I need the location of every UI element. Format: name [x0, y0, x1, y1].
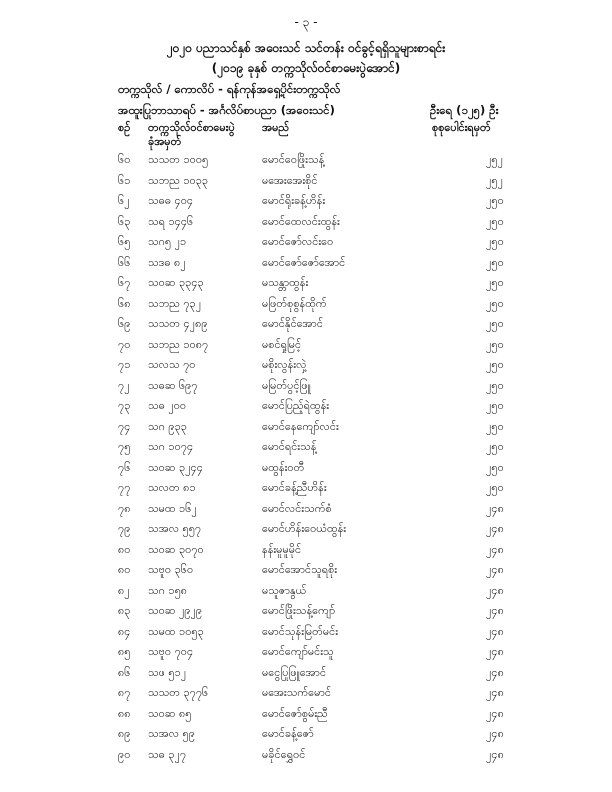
total-marks: ၂၅၀	[486, 276, 504, 289]
table-row	[0, 560, 612, 581]
roll-number: သလတ ၈၁	[148, 481, 196, 494]
header-roll-line2: ခုံအမှတ်	[148, 135, 182, 148]
roll-number: သဗူ၀ ၇၀၄	[148, 645, 194, 658]
total-marks: ၂၅၀	[486, 214, 504, 228]
total-marks: ၂၅၀	[486, 460, 504, 474]
roll-number: သဝဆ ၈၅	[148, 706, 192, 720]
roll-number: သဂ ၉၃၃	[148, 419, 187, 433]
row-number: ၇၀	[118, 337, 131, 351]
table-row	[0, 540, 612, 561]
row-number: ၇၃	[118, 399, 131, 412]
total-marks: ၂၅၀	[486, 440, 504, 453]
student-name: မသန္တာထွန်း	[262, 276, 309, 289]
total-marks: ၂၅၂	[486, 173, 503, 187]
row-number: ၆၆	[118, 255, 131, 269]
table-row	[0, 478, 612, 499]
row-number: ၆၀	[118, 153, 131, 166]
row-number: ၈၆	[118, 665, 131, 679]
roll-number: သဓ ၃၂၇	[148, 747, 187, 761]
results-list	[0, 150, 612, 765]
table-row	[0, 437, 612, 458]
student-name: မောင်နေကျော်လင်း	[262, 419, 339, 433]
roll-number: သသတ ၄၂၈၉	[148, 317, 208, 330]
roll-number: သရ ၁၄၄၆	[148, 214, 194, 228]
table-row	[0, 355, 612, 376]
row-number: ၉၀	[118, 747, 131, 761]
row-number: ၆၇	[118, 276, 131, 289]
row-number: ၇၂	[118, 378, 130, 392]
document-title: ၂၀၂၀ ပညာသင်နှစ် အဝေးသင် သင်တန်း ဝင်ခွင့်ရရှိသူများစာရင်း	[166, 41, 446, 55]
table-row	[0, 253, 612, 274]
student-name: မောင်ဝေဖြိုးသန့်	[262, 153, 325, 166]
table-row	[0, 335, 612, 356]
roll-number: သအလ ၅၅၇	[148, 522, 202, 535]
table-row	[0, 704, 612, 725]
row-number: ၈၀	[118, 542, 131, 556]
major-subject-label: အထူးပြုဘာသာရပ် - အင်္ဂလိပ်စာပညာ (အဝေးသင်)	[118, 103, 335, 117]
total-marks: ၂၄၈	[486, 747, 504, 761]
student-name: မခိုင်ရွှေဝင်	[262, 747, 306, 761]
total-marks: ၂၅၀	[486, 317, 504, 330]
student-name: မောင်ပြည့်ရဲထွန်း	[262, 399, 330, 412]
student-name: မောင်သုန်းမြတ်မင်း	[262, 624, 339, 638]
total-marks: ၂၅၀	[486, 378, 504, 392]
row-number: ၇၇	[118, 481, 131, 494]
student-name: မောင်ဖြိုးသန့်ကျော်	[262, 604, 336, 617]
total-marks: ၂၄၈	[486, 686, 504, 699]
row-number: ၈၅	[118, 645, 131, 658]
roll-number: သဘည ၇၃၂	[148, 296, 202, 310]
row-number: ၈၄	[118, 624, 131, 638]
row-number: ၇၉	[118, 522, 131, 535]
student-name: မောင်ရင်းသန့်	[262, 440, 317, 453]
roll-number: သဓ ၂၀၀	[148, 399, 187, 412]
roll-number: သသတ ၁၀၀၅	[148, 153, 209, 166]
total-marks: ၂၄၈	[486, 563, 504, 576]
roll-number: သဂ ၁၀၇၄	[148, 440, 194, 453]
roll-number: သဝဆ ၃၃၄၃	[148, 276, 204, 289]
total-marks: ၂၄၈	[486, 501, 504, 515]
header-marks: စုစုပေါင်းရမှတ်	[432, 121, 491, 134]
table-row	[0, 601, 612, 622]
university-label: တက္ကသိုလ် / ကောလိပ် - ရန်ကုန်အရှေ့ပိုင်းတက္ကသိုလ်	[118, 82, 341, 96]
table-row	[0, 683, 612, 704]
student-name: မောင်ခန့်ညီဟိန်း	[262, 481, 327, 494]
total-marks: ၂၅၀	[486, 194, 504, 207]
student-name: မအေးအေးစိုင်	[262, 173, 318, 187]
table-row	[0, 232, 612, 253]
header-roll: တက္ကသိုလ်ဝင်စာမေးပွဲ	[148, 121, 235, 134]
row-number: ၆၃	[118, 214, 131, 228]
row-number: ၇၅	[118, 440, 131, 453]
roll-number: သဖ ၅၁၂	[148, 665, 187, 679]
table-row	[0, 417, 612, 438]
roll-number: သဓဆ ၆၉၇	[148, 378, 198, 392]
student-name: မောင်ဟိန်းဝေယံထွန်း	[262, 522, 347, 535]
row-number: ၈၃	[118, 604, 131, 617]
total-marks: ၂၄၈	[486, 604, 504, 617]
student-name: မောင်ဇော်ဇော်အောင်	[262, 255, 346, 269]
table-row	[0, 663, 612, 684]
table-row	[0, 294, 612, 315]
student-name: မောင်နိုင်အောင်	[262, 317, 323, 330]
total-marks: ၂၄၈	[486, 583, 504, 597]
total-marks: ၂၅၂	[486, 153, 503, 166]
total-marks: ၂၄၈	[486, 727, 504, 740]
student-name: မဖြတ်စုစွန်ထိုက်	[262, 296, 327, 310]
student-name: မောင်ရိုးခန့်ဟိန်း	[262, 194, 326, 207]
total-count: ဦးရေ (၁၂၅) ဦး	[430, 103, 499, 117]
roll-number: သလသ ၇၀	[148, 358, 196, 371]
row-number: ၈၂	[118, 583, 130, 597]
total-marks: ၂၅၀	[486, 337, 504, 351]
roll-number: သမထ ၁၀၅၃	[148, 624, 204, 638]
table-row	[0, 499, 612, 520]
student-name: မောင်ခန့်ဇော်	[262, 727, 314, 740]
student-name: မထွန်းဝတီ	[262, 460, 305, 474]
table-row	[0, 191, 612, 212]
roll-number: သဗူ၀ ၃၆၀	[148, 563, 194, 576]
total-marks: ၂၄၈	[486, 706, 504, 720]
total-marks: ၂၅၀	[486, 399, 504, 412]
student-name: မောင်ဇော်စွမ်းညီ	[262, 706, 328, 720]
roll-number: သအလ ၅၉	[148, 727, 195, 740]
roll-number: သဝဆ ၃၀၇၀	[148, 542, 204, 556]
student-name: မစင်ရှုမြင့်	[262, 337, 302, 351]
student-name: မမြတ်ပွင့်ဖြူ	[262, 378, 311, 392]
total-marks: ၂၅၀	[486, 358, 504, 371]
total-marks: ၂၄၈	[486, 665, 504, 679]
roll-number: သဘည ၁၀၃၃	[148, 173, 209, 187]
roll-number: သမထ ၁၆၂	[148, 501, 197, 515]
total-marks: ၂၄၈	[486, 624, 504, 638]
total-marks: ၂၅၀	[486, 419, 504, 433]
table-row	[0, 745, 612, 766]
roll-number: သဒဓ ၈၂	[148, 255, 186, 269]
table-row	[0, 622, 612, 643]
row-number: ၇၆	[118, 460, 131, 474]
student-name: မောင်အောင်သူရစိုး	[262, 563, 338, 576]
roll-number: သဂ ၁၅၈	[148, 583, 188, 597]
table-row	[0, 724, 612, 745]
roll-number: သဝဆ ၃၂၄၄	[148, 460, 203, 474]
table-row	[0, 376, 612, 397]
table-row	[0, 396, 612, 417]
row-number: ၈၈	[118, 706, 131, 720]
table-row	[0, 273, 612, 294]
table-row	[0, 150, 612, 171]
total-marks: ၂၅၀	[486, 296, 504, 310]
table-row	[0, 458, 612, 479]
student-name: မစိုးလွန်းလှဲ့	[262, 358, 307, 371]
row-number: ၆၁	[118, 173, 131, 187]
student-name: မောင်ဇော်လင်းဝေ	[262, 235, 334, 248]
total-marks: ၂၅၀	[486, 235, 504, 248]
row-number: ၇၈	[118, 501, 131, 515]
header-no: စဉ်	[118, 121, 131, 134]
total-marks: ၂၄၈	[486, 542, 504, 556]
roll-number: သဘည ၁၀၈၇	[148, 337, 209, 351]
row-number: ၆၈	[118, 296, 131, 310]
row-number: ၇၁	[118, 358, 131, 371]
total-marks: ၂၅၀	[486, 481, 504, 494]
table-row	[0, 314, 612, 335]
student-name: မသူဇာနွယ်	[262, 583, 307, 597]
student-name: မငွေပြုဖြူအောင်	[262, 665, 327, 679]
table-row	[0, 519, 612, 540]
table-row	[0, 171, 612, 192]
document-subtitle: (၂၀၁၉ ခုနှစ် တက္ကသိုလ်ဝင်စာမေးပွဲအောင်)	[211, 61, 401, 75]
row-number: ၆၂	[118, 194, 130, 207]
roll-number: သဂ၅ ၂၁	[148, 235, 187, 248]
header-name: အမည်	[262, 121, 290, 134]
row-number: ၇၄	[118, 419, 131, 433]
table-row	[0, 581, 612, 602]
total-marks: ၂၄၈	[486, 645, 504, 658]
row-number: ၈၀	[118, 563, 131, 576]
student-name: မောင်ထေလင်းထွန်း	[262, 214, 340, 228]
page-number: - ၃ -	[294, 15, 318, 29]
row-number: ၆၅	[118, 235, 131, 248]
student-name: နန်းမူမူမိုင်	[262, 542, 302, 556]
roll-number: သသတ ၃၇၇၆	[148, 686, 209, 699]
total-marks: ၂၄၈	[486, 522, 504, 535]
table-row	[0, 212, 612, 233]
student-name: မအေးသက်မောင်	[262, 686, 331, 699]
roll-number: သဓဓ ၄၀၄	[148, 194, 194, 207]
row-number: ၈၇	[118, 686, 131, 699]
total-marks: ၂၅၀	[486, 255, 504, 269]
roll-number: သဝဆ ၂၉၂၉	[148, 604, 203, 617]
table-row	[0, 642, 612, 663]
student-name: မောင်လင်းသက်စံ	[262, 501, 332, 515]
row-number: ၈၉	[118, 727, 131, 740]
row-number: ၆၉	[118, 317, 131, 330]
student-name: မောင်ကျော်မင်းသူ	[262, 645, 334, 658]
